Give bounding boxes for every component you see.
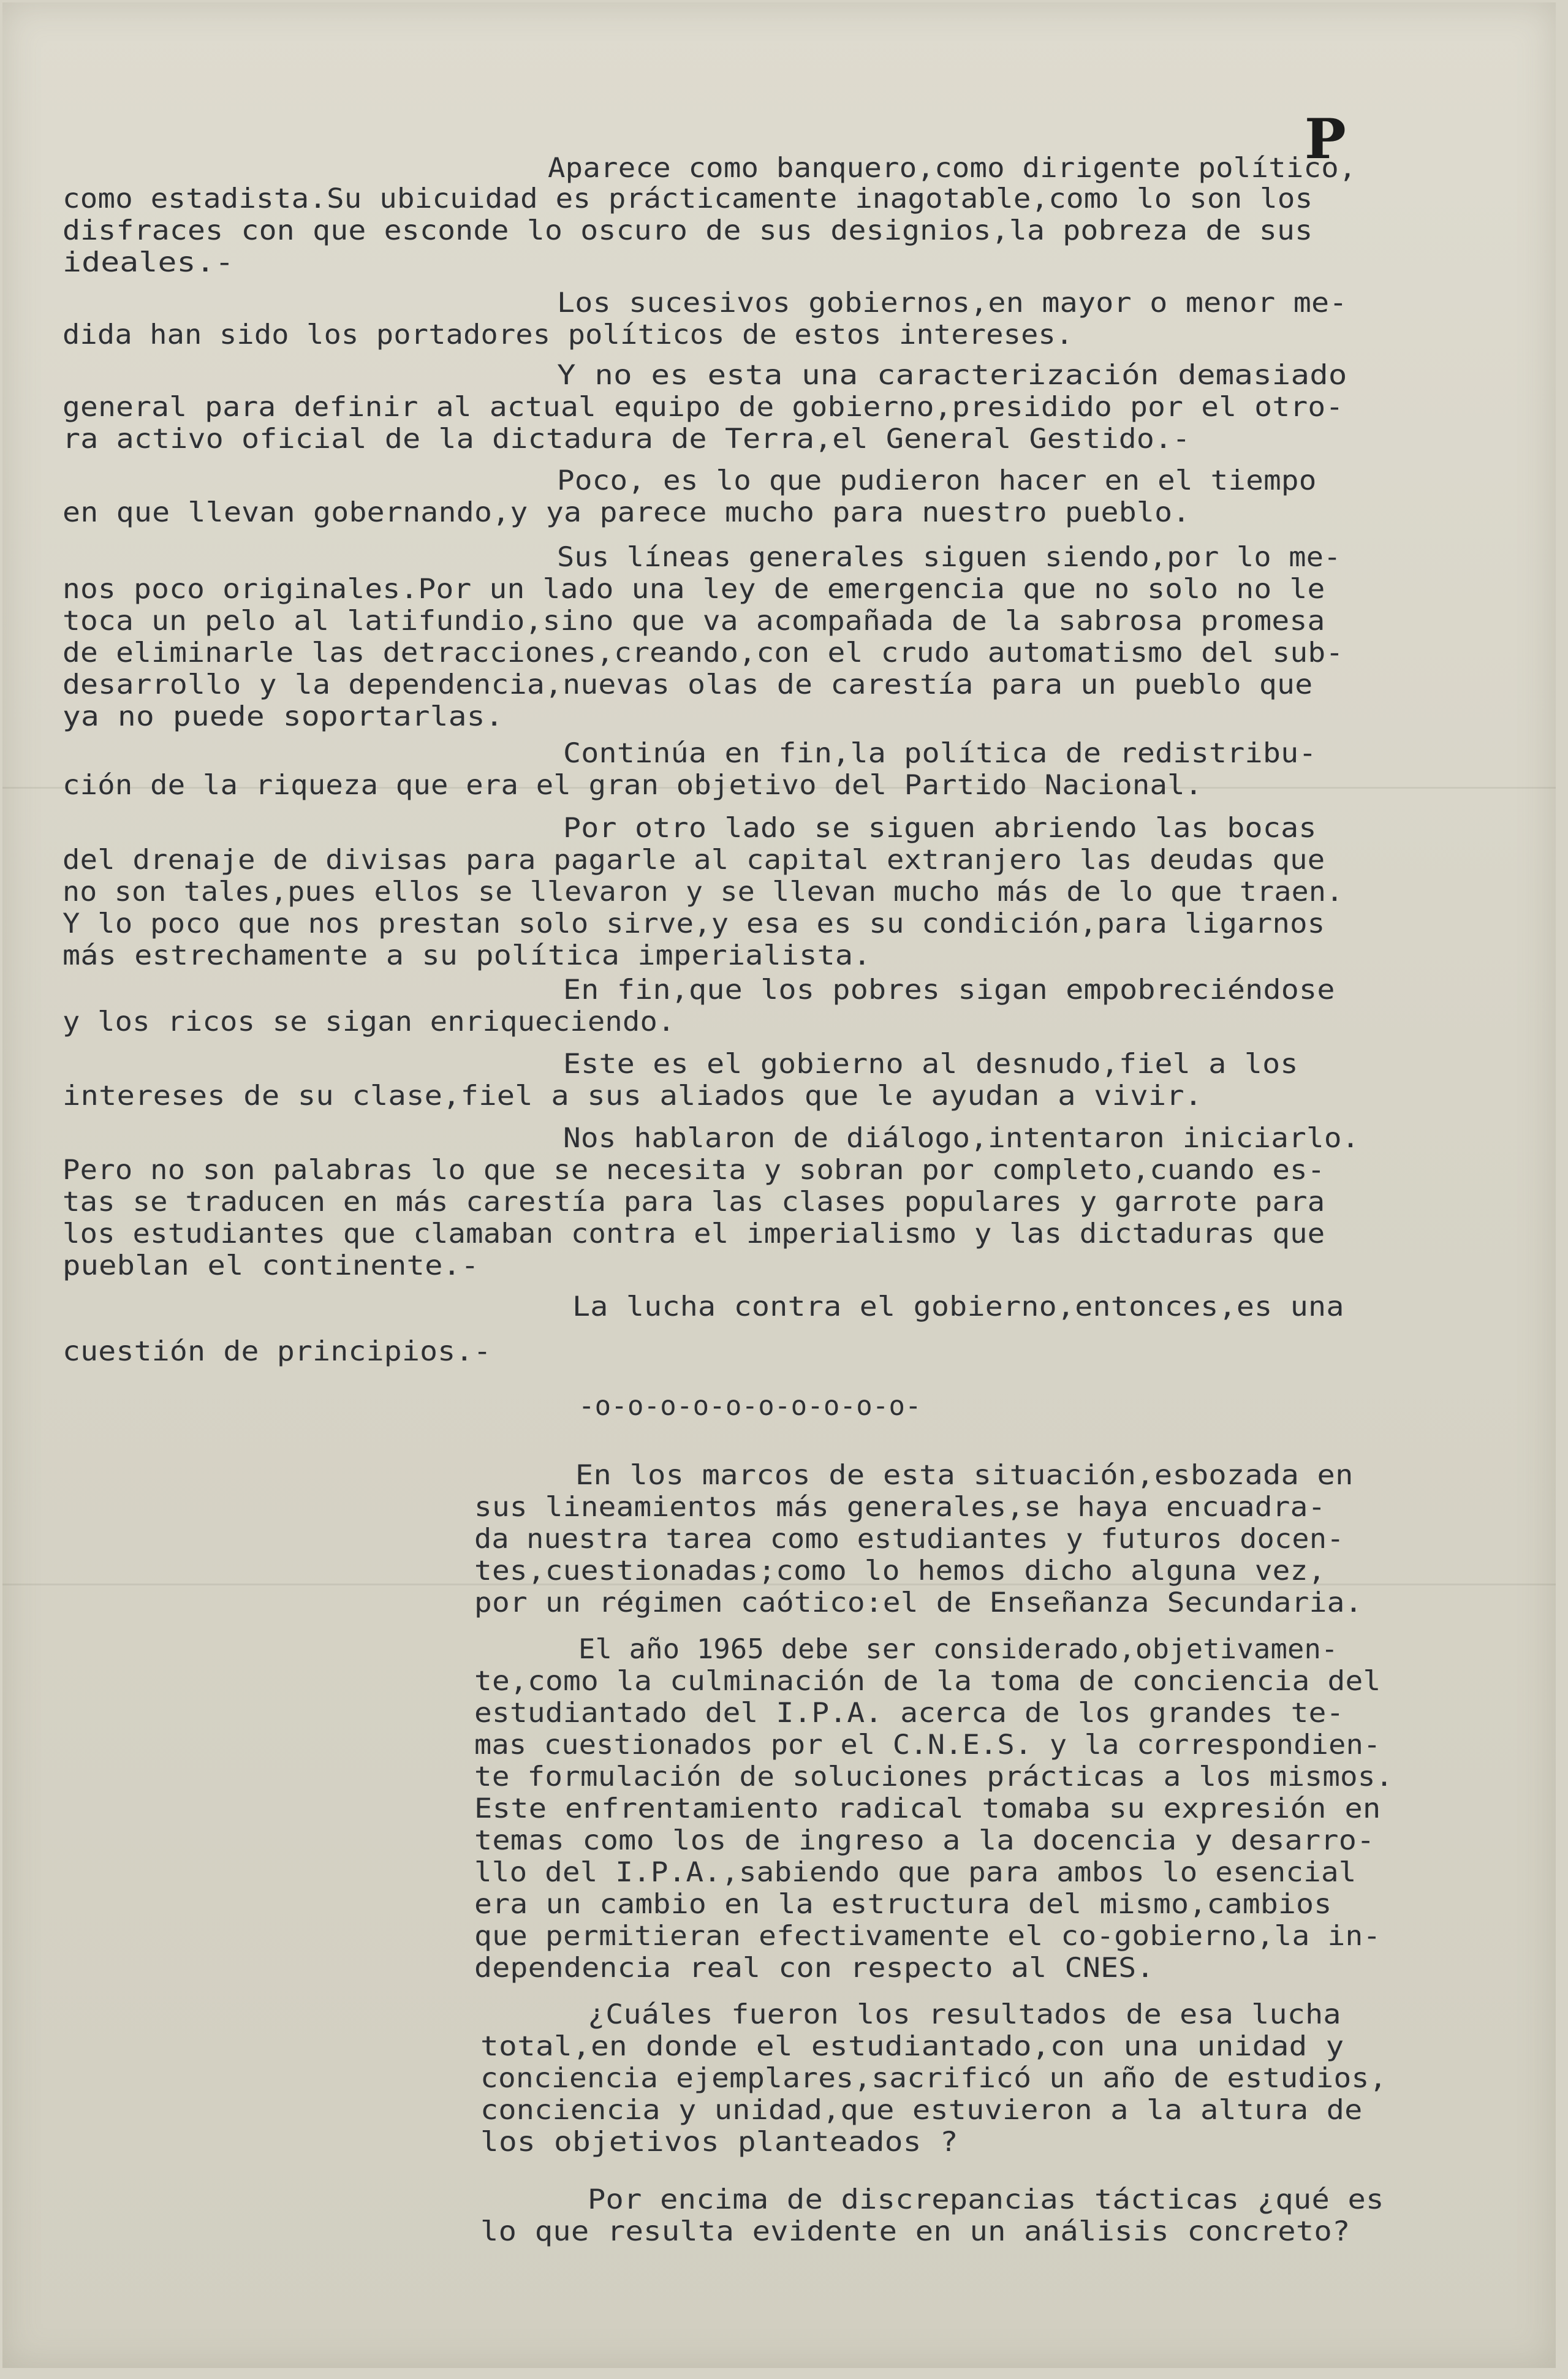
text-line: que permitieran efectivamente el co-gobierno,la in- xyxy=(474,1921,1381,1952)
text-line: temas como los de ingreso a la docencia y desarro- xyxy=(474,1825,1375,1856)
text-line: no son tales,pues ellos se llevaron y se llevan mucho más de lo que traen. xyxy=(62,876,1344,908)
text-line: como estadista.Su ubicuidad es prácticamente inagotable,como lo son los xyxy=(62,183,1313,214)
text-line: En fin,que los pobres sigan empobreciéndose xyxy=(563,974,1335,1006)
text-line: ya no puede soportarlas. xyxy=(62,701,504,732)
typewritten-page xyxy=(2,2,1556,2368)
text-line: desarrollo y la dependencia,nuevas olas de carestía para un pueblo que xyxy=(62,669,1313,700)
text-line: La lucha contra el gobierno,entonces,es una xyxy=(572,1291,1344,1322)
text-line: Y no es esta una caracterización demasiado xyxy=(557,360,1347,391)
text-line: dependencia real con respecto al CNES. xyxy=(474,1952,1154,1984)
text-line: era un cambio en la estructura del mismo,cambios xyxy=(474,1889,1332,1920)
text-line: Sus líneas generales siguen siendo,por lo me- xyxy=(557,542,1341,573)
text-line: dida han sido los portadores políticos de estos intereses. xyxy=(62,319,1074,351)
text-line: Este es el gobierno al desnudo,fiel a los xyxy=(563,1049,1298,1080)
text-line: conciencia ejemplares,sacrificó un año de estudios, xyxy=(480,2063,1387,2094)
text-line: lo que resulta evidente en un análisis concreto? xyxy=(480,2216,1350,2247)
text-line: Aparece como banquero,como dirigente político, xyxy=(548,153,1357,184)
text-line: y los ricos se sigan enriqueciendo. xyxy=(62,1006,675,1038)
text-line: nos poco originales.Por un lado una ley de emergencia que no solo no le xyxy=(62,574,1325,605)
text-line: Nos hablaron de diálogo,intentaron iniciarlo. xyxy=(563,1123,1360,1154)
text-line: Este enfrentamiento radical tomaba su expresión en xyxy=(474,1793,1381,1824)
text-line: estudiantado del I.P.A. acerca de los grandes te- xyxy=(474,1698,1344,1729)
text-line: ideales.- xyxy=(62,247,234,278)
text-line: pueblan el continente.- xyxy=(62,1250,479,1281)
text-line: Pero no son palabras lo que se necesita y sobran por completo,cuando es- xyxy=(62,1155,1325,1186)
text-line: mas cuestionados por el C.N.E.S. y la correspondien- xyxy=(474,1729,1381,1761)
text-line: ¿Cuáles fueron los resultados de esa lucha xyxy=(588,1999,1341,2030)
text-line: te,como la culminación de la toma de conciencia del xyxy=(474,1666,1381,1697)
text-line: En los marcos de esta situación,esbozada en xyxy=(575,1460,1354,1491)
text-line: tes,cuestionadas;como lo hemos dicho alguna vez, xyxy=(474,1555,1326,1587)
text-line: por un régimen caótico:el de Enseñanza Secundaria. xyxy=(474,1587,1363,1618)
text-line: llo del I.P.A.,sabiendo que para ambos lo esencial xyxy=(474,1857,1357,1888)
text-line: Y lo poco que nos prestan solo sirve,y esa es su condición,para ligarnos xyxy=(62,908,1325,939)
text-line: disfraces con que esconde lo oscuro de sus designios,la pobreza de sus xyxy=(62,215,1313,246)
text-line: te formulación de soluciones prácticas a los mismos. xyxy=(474,1761,1393,1793)
text-line: intereses de su clase,fiel a sus aliados que le ayudan a vivir. xyxy=(62,1080,1203,1112)
text-line: El año 1965 debe ser considerado,objetivamen- xyxy=(578,1634,1338,1665)
text-line: Continúa en fin,la política de redistribu- xyxy=(563,738,1317,769)
text-line: tas se traducen en más carestía para las clases populares y garrote para xyxy=(62,1186,1325,1218)
text-line: en que llevan gobernando,y ya parece mucho para nuestro pueblo. xyxy=(62,497,1191,528)
text-line: Los sucesivos gobiernos,en mayor o menor me- xyxy=(557,287,1347,319)
text-line: total,en donde el estudiantado,con una unidad y xyxy=(480,2031,1344,2062)
handwritten-mark: P xyxy=(1305,107,1346,172)
text-line: ción de la riqueza que era el gran objetivo del Partido Nacional. xyxy=(62,770,1203,801)
text-line: conciencia y unidad,que estuvieron a la altura de xyxy=(480,2095,1363,2126)
text-line: del drenaje de divisas para pagarle al capital extranjero las deudas que xyxy=(62,844,1325,876)
text-line: los objetivos planteados ? xyxy=(480,2127,958,2158)
text-line: más estrechamente a su política imperialista. xyxy=(62,940,871,971)
text-line: de eliminarle las detracciones,creando,con el crudo automatismo del sub- xyxy=(62,637,1344,669)
text-line: cuestión de principios.- xyxy=(62,1336,491,1367)
text-line: sus lineamientos más generales,se haya encuadra- xyxy=(474,1492,1326,1523)
text-line: ra activo oficial de la dictadura de Terra,el General Gestido.- xyxy=(62,423,1191,455)
text-line: Poco, es lo que pudieron hacer en el tiempo xyxy=(557,465,1317,496)
text-line: Por encima de discrepancias tácticas ¿qué es xyxy=(588,2184,1384,2215)
text-line: Por otro lado se siguen abriendo las bocas xyxy=(563,813,1317,844)
text-line: da nuestra tarea como estudiantes y futuros docen- xyxy=(474,1523,1344,1555)
text-line: general para definir al actual equipo de gobierno,presidido por el otro- xyxy=(62,392,1344,423)
text-line: -o-o-o-o-o-o-o-o-o-o- xyxy=(578,1391,922,1422)
text-line: los estudiantes que clamaban contra el imperialismo y las dictaduras que xyxy=(62,1218,1325,1250)
text-line: toca un pelo al latifundio,sino que va acompañada de la sabrosa promesa xyxy=(62,605,1325,637)
